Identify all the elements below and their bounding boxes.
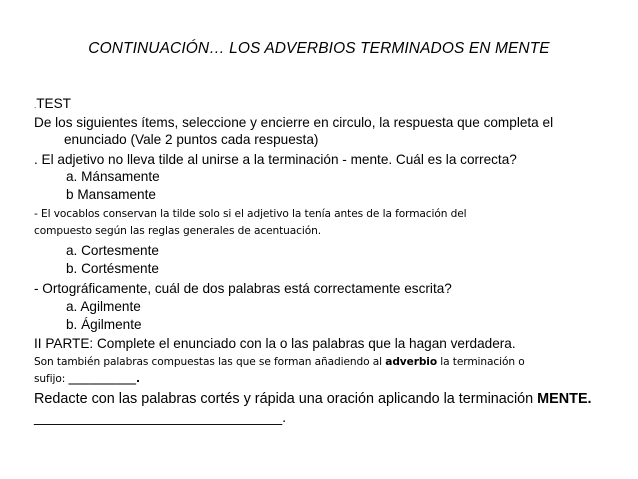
question-2-line-1: - El vocablos conservan la tilde solo si el adjetivo la tenía antes de la formación del xyxy=(34,208,467,220)
redacte-instruction xyxy=(34,390,634,408)
question-1: . El adjetivo no lleva tilde al unirse a la terminación - mente. Cuál es la correcta? xyxy=(34,152,517,167)
question-3: - Ortográficamente, cuál de dos palabras está correctamente escrita? xyxy=(34,281,452,296)
test-label: TEST xyxy=(36,96,71,111)
sufijo-label: sufijo: xyxy=(34,373,69,385)
test-heading xyxy=(34,95,634,114)
part-2-text-a: Son también palabras compuestas las que se forman añadiendo al xyxy=(34,356,386,368)
question-2-option-b[interactable]: b. Cortésmente xyxy=(66,261,159,276)
page-title: CONTINUACIÓN… LOS ADVERBIOS TERMINADOS EN MENTE xyxy=(88,40,550,57)
sufijo-blank[interactable]: _____________. xyxy=(68,373,140,385)
redacte-text: Redacte con las palabras cortés y rápida una oración aplicando la terminación xyxy=(34,391,538,407)
redacte-bold: MENTE. xyxy=(537,391,592,407)
part-2-bold-word: adverbio xyxy=(385,356,438,368)
instructions-line-2: enunciado (Vale 2 puntos cada respuesta) xyxy=(64,132,319,147)
question-1-option-a[interactable]: a. Mánsamente xyxy=(66,169,160,184)
question-3-option-b[interactable]: b. Ágilmente xyxy=(66,317,142,332)
part-2-statement-line-1 xyxy=(34,354,634,371)
test-dot: . xyxy=(34,101,37,110)
question-2-line-2: compuesto según las reglas generales de acentuación. xyxy=(34,225,321,237)
content xyxy=(34,95,634,427)
part-2-statement-line-2 xyxy=(34,371,634,388)
question-2-option-a[interactable]: a. Cortesmente xyxy=(66,243,159,258)
part-2-text-b: la terminación o xyxy=(437,356,525,368)
question-3-option-a[interactable]: a. Agilmente xyxy=(66,299,141,314)
question-1-option-b[interactable]: b Mansamente xyxy=(66,187,156,202)
instructions-line-1: De los siguientes ítems, seleccione y encierre en circulo, la respuesta que completa el xyxy=(34,115,554,130)
answer-blank-line[interactable]: _______________________________. xyxy=(34,410,287,426)
part-2-heading: II PARTE: Complete el enunciado con la o las palabras que la hagan verdadera. xyxy=(34,336,516,351)
